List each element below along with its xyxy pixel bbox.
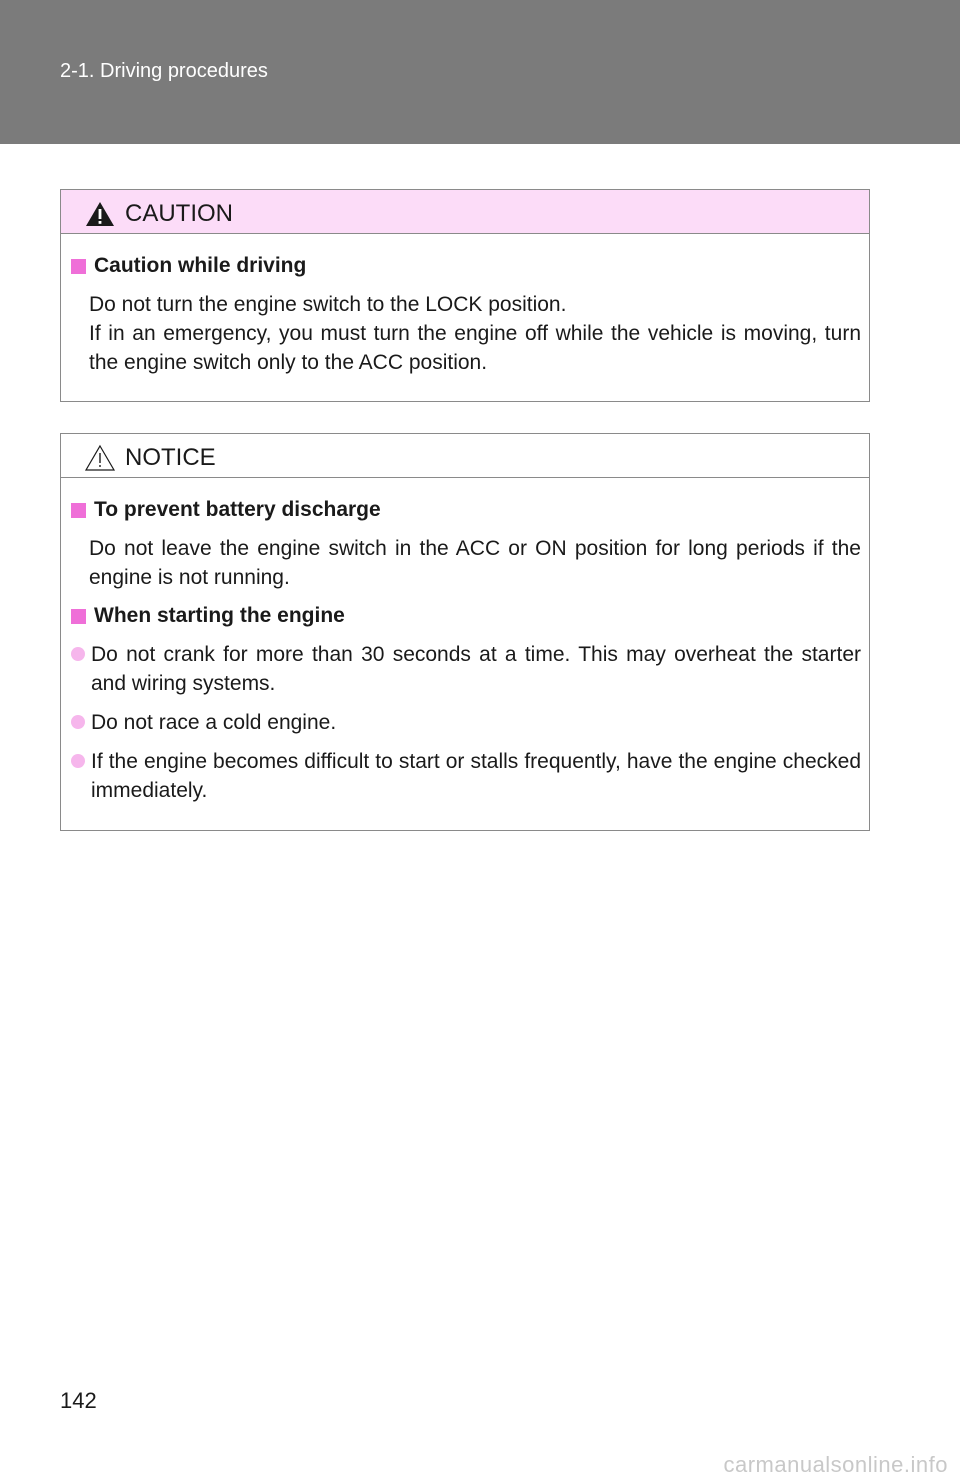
notice-label: NOTICE <box>125 444 216 471</box>
notice-section-title: To prevent battery discharge <box>71 498 381 522</box>
notice-box <box>60 433 870 831</box>
square-bullet-icon <box>71 609 86 624</box>
square-bullet-icon <box>71 259 86 274</box>
notice-paragraph: Do not leave the engine switch in the ACC or ON position for long periods if the engine is not running. <box>89 537 861 589</box>
caution-section-title: Caution while driving <box>71 254 306 278</box>
list-item: If the engine becomes difficult to start or stalls frequently, have the engine checked immediately. <box>71 747 861 805</box>
caution-box <box>60 189 870 402</box>
square-bullet-icon <box>71 503 86 518</box>
caution-label: CAUTION <box>125 200 233 227</box>
warning-triangle-outline-icon <box>84 444 116 472</box>
list-item: Do not crank for more than 30 seconds at a time. This may overheat the starter and wiring systems. <box>71 640 861 698</box>
notice-section-title: When starting the engine <box>71 604 345 628</box>
caution-header <box>61 190 869 234</box>
notice-header <box>61 434 869 478</box>
circle-bullet-icon <box>71 715 85 729</box>
watermark: carmanualsonline.info <box>723 1452 948 1477</box>
circle-bullet-icon <box>71 754 85 768</box>
circle-bullet-icon <box>71 647 85 661</box>
list-item: Do not race a cold engine. <box>71 708 861 737</box>
caution-paragraph: If in an emergency, you must turn the engine off while the vehicle is moving, turn the engine switch only to the ACC position. <box>89 322 861 374</box>
page-number: 142 <box>60 1388 97 1413</box>
caution-paragraph: Do not turn the engine switch to the LOCK position. <box>89 293 567 316</box>
page-header <box>0 0 960 144</box>
section-title: 2-1. Driving procedures <box>60 60 268 82</box>
warning-triangle-icon <box>84 200 116 228</box>
